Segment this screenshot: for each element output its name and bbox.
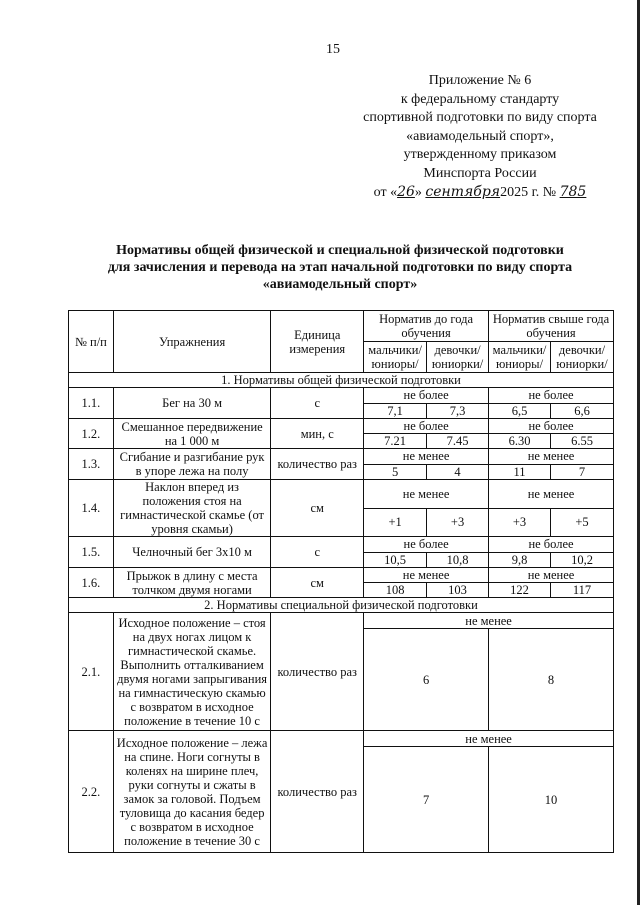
norm-value: 6.55 [551, 434, 614, 449]
norm-value: 7.21 [364, 434, 427, 449]
norm-value: 9,8 [489, 552, 551, 568]
norm-value: 7 [551, 464, 614, 480]
unit: количество раз [271, 613, 364, 731]
qualifier: не менее [364, 480, 489, 509]
qualifier: не менее [489, 568, 614, 583]
exercise-name: Бег на 30 м [113, 388, 271, 419]
table-row [69, 480, 614, 509]
table-row [69, 568, 614, 583]
exercise-name: Сгибание и разгибание рук в упоре лежа на полу [113, 449, 271, 480]
norm-value: 103 [427, 583, 489, 598]
table-row [69, 419, 614, 434]
appendix-line: спортивной подготовки по виду спорта [363, 110, 597, 125]
unit: количество раз [271, 449, 364, 480]
qualifier: не более [364, 537, 489, 553]
unit: с [271, 537, 364, 568]
row-number: 2.1. [69, 613, 114, 731]
norm-value: 7.45 [427, 434, 489, 449]
page-number: 15 [326, 42, 340, 57]
norm-value: 7,1 [364, 403, 427, 419]
norm-value: 122 [489, 583, 551, 598]
qualifier: не более [489, 419, 614, 434]
unit: см [271, 568, 364, 598]
qualifier: не менее [364, 449, 489, 465]
header-unit: Единица измерения [271, 311, 364, 373]
norm-value: 5 [364, 464, 427, 480]
norm-value: +3 [489, 508, 551, 537]
appendix-line: утвержденному приказом [403, 147, 557, 162]
exercise-name: Смешанное передвижение на 1 000 м [113, 419, 271, 449]
table-row [69, 731, 614, 747]
norm-value: 6,6 [551, 403, 614, 419]
header-num: № п/п [69, 311, 114, 373]
header-boys: мальчики/ юниоры/ [364, 342, 427, 373]
norm-value: 10,2 [551, 552, 614, 568]
exercise-name: Наклон вперед из положения стоя на гимнастической скамье (от уровня скамьи) [113, 480, 271, 537]
norm-value: 6,5 [489, 403, 551, 419]
norm-value: +5 [551, 508, 614, 537]
exercise-name: Исходное положение – лежа на спине. Ноги согнуты в коленях на ширине плеч, руки согнуты и сжаты в замок за головой. Подъем туловища до касания бедер с возвратом в исходное положение в течение 30 с [113, 731, 271, 853]
exercise-name: Челночный бег 3х10 м [113, 537, 271, 568]
norm-value: 10,5 [364, 552, 427, 568]
row-number: 1.3. [69, 449, 114, 480]
norm-value: 10,8 [427, 552, 489, 568]
norm-value: 117 [551, 583, 614, 598]
table-row [69, 388, 614, 404]
unit: количество раз [271, 731, 364, 853]
standards-table [68, 310, 614, 853]
table-row [69, 449, 614, 465]
qualifier: не более [364, 419, 489, 434]
norm-value: 108 [364, 583, 427, 598]
qualifier: не более [489, 537, 614, 553]
header-girls: девочки/ юниорки/ [551, 342, 614, 373]
qualifier: не менее [364, 613, 614, 629]
row-number: 1.4. [69, 480, 114, 537]
norm-value: +1 [364, 508, 427, 537]
qualifier: не менее [489, 449, 614, 465]
order-date: от «26» сентября2025 г. № 785 [373, 184, 587, 200]
appendix-line: Минспорта России [423, 165, 537, 181]
qualifier: не менее [489, 480, 614, 509]
header-before-year: Норматив до года обучения [364, 311, 489, 342]
qualifier: не менее [364, 731, 614, 747]
norm-value: 10 [489, 747, 614, 853]
table-row [69, 537, 614, 553]
norm-value: 6.30 [489, 434, 551, 449]
document-title: Нормативы общей физической и специальной физической подготовки для зачисления и перевода на этап начальной подготовки по виду спорта «авиамодельный спорт» [107, 243, 573, 292]
qualifier: не более [364, 388, 489, 404]
norm-value: +3 [427, 508, 489, 537]
row-number: 1.5. [69, 537, 114, 568]
header-exercise: Упражнения [113, 311, 271, 373]
qualifier: не более [489, 388, 614, 404]
handwritten-day: 26 [397, 184, 415, 200]
row-number: 1.2. [69, 419, 114, 449]
handwritten-month: сентября [425, 184, 501, 200]
appendix-line: «авиамодельный спорт», [406, 128, 554, 144]
unit: с [271, 388, 364, 419]
norm-value: 7 [364, 747, 489, 853]
section-heading: 1. Нормативы общей физической подготовки [69, 373, 614, 388]
norm-value: 7,3 [427, 403, 489, 419]
header-girls: девочки/ юниорки/ [427, 342, 489, 373]
unit: см [271, 480, 364, 537]
exercise-name: Прыжок в длину с места толчком двумя ногами [113, 568, 271, 598]
row-number: 1.1. [69, 388, 114, 419]
exercise-name: Исходное положение – стоя на двух ногах лицом к гимнастической скамье. Выполнить отталкиванием двумя ногами запрыгивания на гимнастическую скамью с возвратом в исходное положение в течение 10 с [113, 613, 271, 731]
handwritten-number: 785 [559, 184, 587, 200]
norm-value: 4 [427, 464, 489, 480]
header-boys: мальчики/ юниоры/ [489, 342, 551, 373]
norm-value: 8 [489, 629, 614, 731]
norm-value: 6 [364, 629, 489, 731]
appendix-block [340, 72, 620, 203]
norm-value: 11 [489, 464, 551, 480]
section-heading: 2. Нормативы специальной физической подготовки [69, 598, 614, 613]
header-after-year: Норматив свыше года обучения [489, 311, 614, 342]
row-number: 2.2. [69, 731, 114, 853]
unit: мин, с [271, 419, 364, 449]
qualifier: не менее [364, 568, 489, 583]
appendix-line: к федеральному стандарту [400, 91, 560, 107]
appendix-line: Приложение № 6 [428, 73, 532, 88]
row-number: 1.6. [69, 568, 114, 598]
table-row [69, 613, 614, 629]
